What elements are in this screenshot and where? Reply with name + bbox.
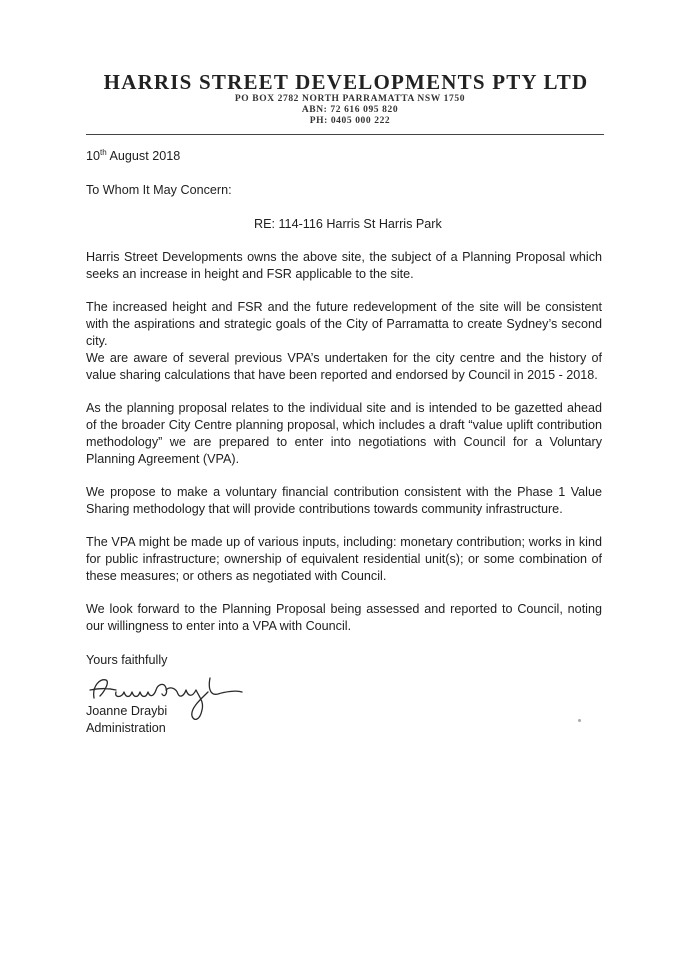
signatory-name: Joanne Draybi <box>86 704 168 718</box>
postal-address: PO BOX 2782 NORTH PARRAMATTA NSW 1750 <box>234 94 466 104</box>
paragraph-5: We propose to make a voluntary financial contribution consistent with the Phase 1 Value Sharing methodology that will provide contributions towards community infrastructure. <box>86 485 602 516</box>
letterhead-divider <box>86 134 604 135</box>
paragraph-4: As the planning proposal relates to the individual site and is intended to be gazetted ahead of the broader City Centre planning proposal, which includes a draft “value uplift contribution methodology” we are prepared to enter into negotiations with Council for a Voluntary Planning Agreement (VPA). <box>86 401 602 466</box>
paragraph-2: The increased height and FSR and the future redevelopment of the site will be consistent with the aspirations and strategic goals of the City of Parramatta to create Sydney’s second city. <box>86 300 602 348</box>
date-suffix: th <box>100 147 107 157</box>
signatory-title: Administration <box>86 721 166 735</box>
paragraph-6: The VPA might be made up of various inputs, including: monetary contribution; works in kind for public infrastructure; ownership of equivalent residential unit(s); or some combination of these measures; or others as negotiated with Council. <box>86 535 602 583</box>
subject-line: RE: 114-116 Harris St Harris Park <box>254 217 442 231</box>
paragraph-3: We are aware of several previous VPA’s undertaken for the city centre and the history of value sharing calculations that have been reported and endorsed by Council in 2015 - 2018. <box>86 351 602 382</box>
date-day: 10 <box>86 149 101 163</box>
scan-speck <box>578 719 581 722</box>
letter-date <box>86 148 602 165</box>
paragraph-7: We look forward to the Planning Proposal being assessed and reported to Council, noting our willingness to enter into a VPA with Council. <box>86 602 602 633</box>
salutation: To Whom It May Concern: <box>86 183 232 197</box>
paragraph-1: Harris Street Developments owns the above site, the subject of a Planning Proposal which seeks an increase in height and FSR applicable to the site. <box>86 250 602 281</box>
company-name: HARRIS STREET DEVELOPMENTS PTY LTD <box>103 70 589 94</box>
abn-number: ABN: 72 616 095 820 <box>301 105 399 115</box>
date-rest: August 2018 <box>106 149 181 163</box>
closing-line: Yours faithfully <box>86 653 168 667</box>
phone-number: PH: 0405 000 222 <box>309 116 391 126</box>
